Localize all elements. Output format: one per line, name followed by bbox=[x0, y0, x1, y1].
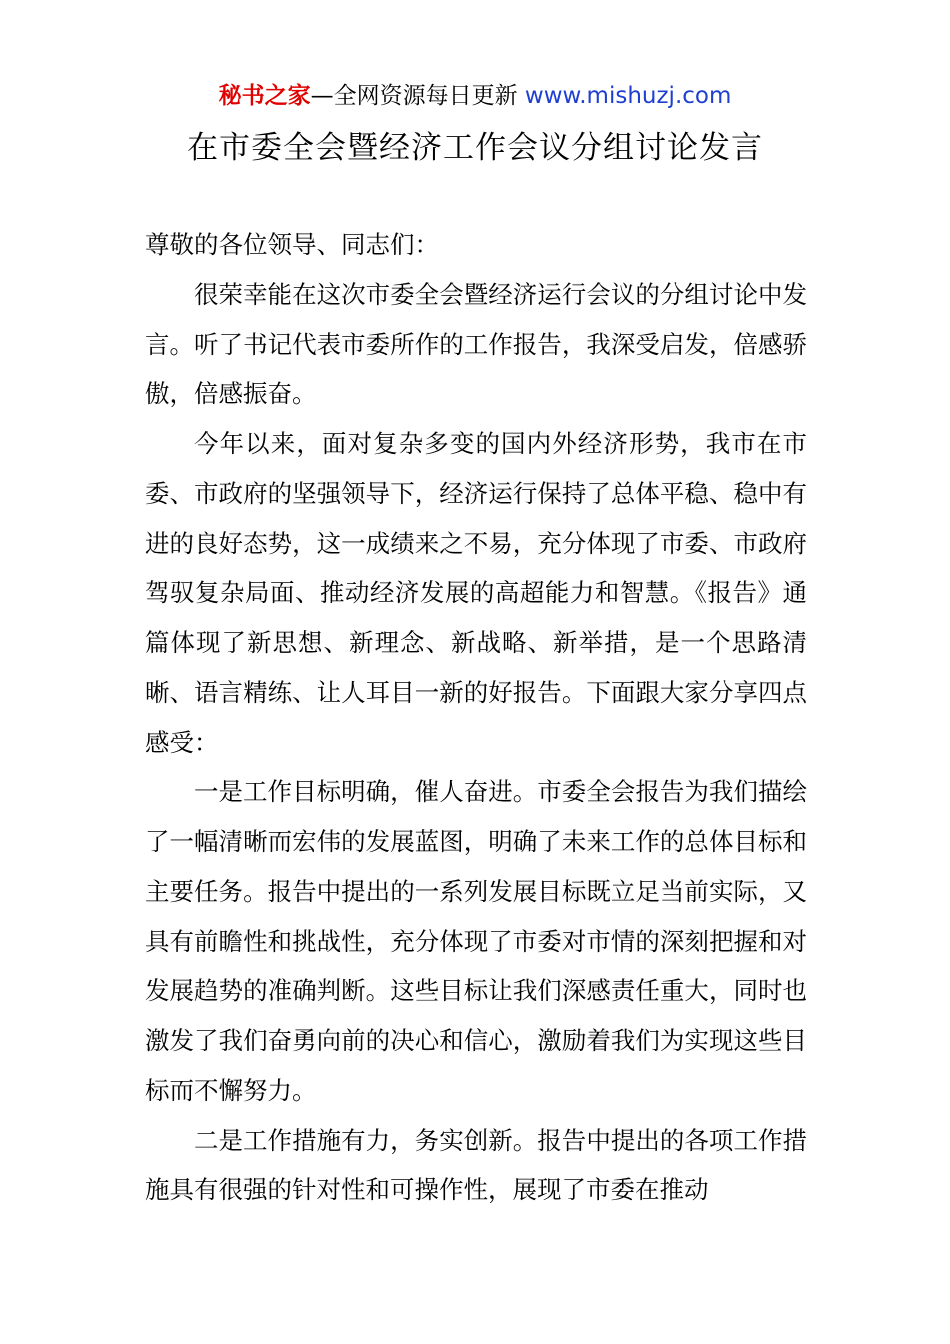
site-url[interactable]: www.mishuzj.com bbox=[524, 83, 732, 109]
paragraph-3: 一是工作目标明确，催人奋进。市委全会报告为我们描绘了一幅清晰而宏伟的发展蓝图，明确了未来工作的总体目标和主要任务。报告中提出的一系列发展目标既立足当前实际，又具有前瞻性和挑战性，充分体现了市委对市情的深刻把握和对发展趋势的准确判断。这些目标让我们深感责任重大，同时也激发了我们奋勇向前的决心和信心，激励着我们为实现这些目标而不懈努力。 bbox=[145, 777, 807, 1105]
paragraph-2: 今年以来，面对复杂多变的国内外经济形势，我市在市委、市政府的坚强领导下，经济运行保持了总体平稳、稳中有进的良好态势，这一成绩来之不易，充分体现了市委、市政府驾驭复杂局面、推动经济发展的高超能力和智慧。《报告》通篇体现了新思想、新理念、新战略、新举措，是一个思路清晰、语言精练、让人耳目一新的好报告。下面跟大家分享四点感受： bbox=[145, 429, 807, 757]
paragraph-4: 二是工作措施有力，务实创新。报告中提出的各项工作措施具有很强的针对性和可操作性，展现了市委在推动 bbox=[145, 1125, 807, 1205]
site-tagline: —全网资源每日更新 bbox=[310, 83, 525, 109]
site-header bbox=[0, 80, 950, 112]
salutation: 尊敬的各位领导、同志们： bbox=[145, 230, 439, 259]
site-brand: 秘书之家 bbox=[218, 83, 311, 109]
document-body bbox=[145, 220, 807, 1215]
document-title: 在市委全会暨经济工作会议分组讨论发言 bbox=[187, 130, 763, 166]
paragraph-1: 很荣幸能在这次市委全会暨经济运行会议的分组讨论中发言。听了书记代表市委所作的工作报告，我深受启发，倍感骄傲，倍感振奋。 bbox=[145, 279, 807, 409]
